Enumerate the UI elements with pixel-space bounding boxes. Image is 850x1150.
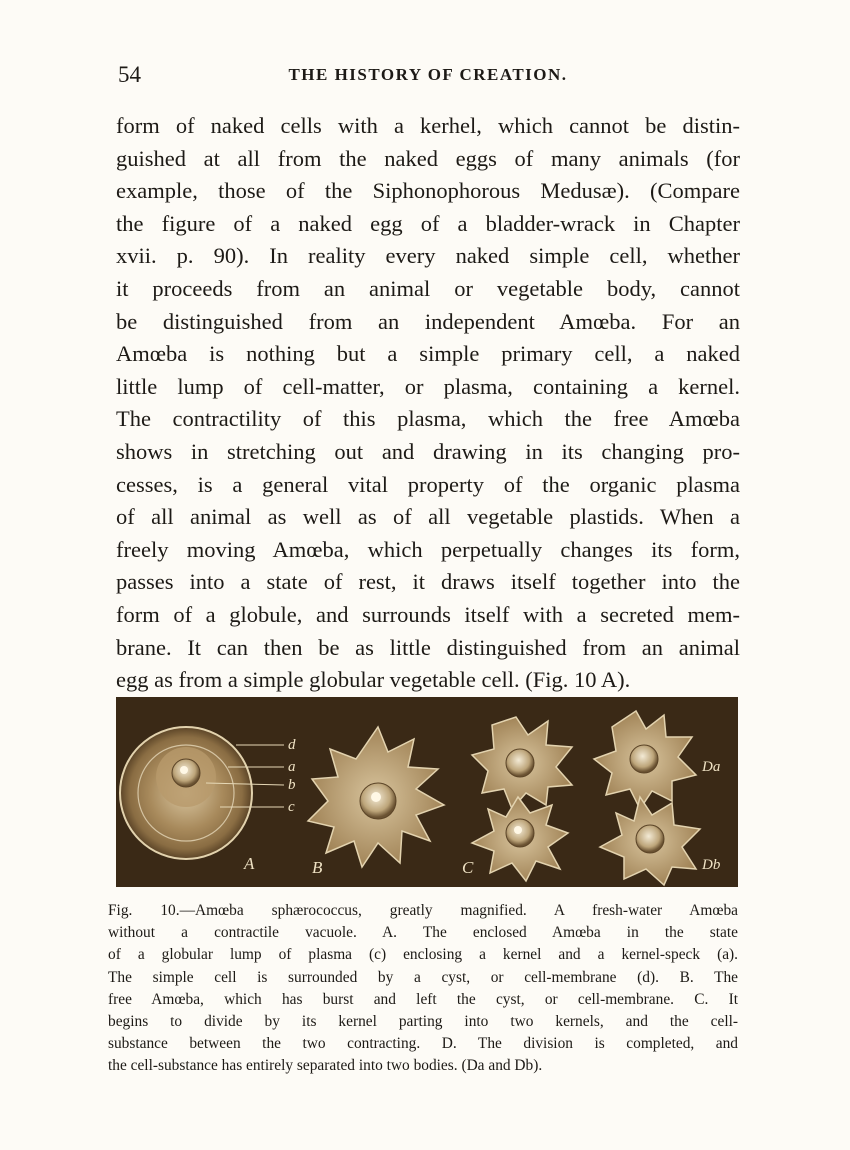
text-line: passes into a state of rest, it draws itself together into the [116, 569, 740, 595]
text-line: example, those of the Siphonophorous Medusæ). (Compare [116, 178, 740, 204]
caption-line: free Amœba, which has burst and left the cyst, or cell-membrane. C. It [108, 990, 738, 1008]
caption-line: the cell-substance has entirely separated into two bodies. (Da and Db). [108, 1057, 543, 1075]
figure-caption [108, 900, 738, 1078]
body-text [116, 110, 740, 697]
page-header [118, 62, 738, 90]
text-line: be distinguished from an independent Amœba. For an [116, 308, 740, 334]
figure-label-b: b [288, 777, 296, 793]
text-line: shows in stretching out and drawing in its changing pro- [116, 438, 740, 464]
text-line: freely moving Amœba, which perpetually changes its form, [116, 536, 740, 562]
text-line: guished at all from the naked eggs of many animals (for [116, 145, 740, 171]
text-line: form of a globule, and surrounds itself with a secreted mem- [116, 601, 740, 627]
figure-label-c: c [288, 799, 295, 815]
text-line: xvii. p. 90). In reality every naked simple cell, whether [116, 243, 740, 269]
text-line: brane. It can then be as little distinguished from an animal [116, 634, 740, 660]
figure-label-A: A [244, 854, 255, 873]
figure-label-Db: Db [702, 857, 721, 873]
text-line: form of naked cells with a kerhel, which cannot be distin- [116, 113, 740, 138]
caption-line: substance between the two contracting. D. The division is completed, and [108, 1035, 738, 1053]
figure-label-B: B [312, 858, 323, 877]
text-line: cesses, is a general vital property of the organic plasma [116, 471, 740, 497]
text-line: Amœba is nothing but a simple primary cell, a naked [116, 341, 740, 367]
text-line: The contractility of this plasma, which the free Amœba [116, 406, 740, 432]
text-line: egg as from a simple globular vegetable cell. (Fig. 10 A). [116, 667, 631, 693]
figure-label-C: C [462, 858, 474, 877]
amoeba-illustration [116, 697, 738, 887]
caption-line: Fig. 10.—Amœba sphærococcus, greatly magnified. A fresh-water Amœba [108, 902, 738, 919]
text-line: little lump of cell-matter, or plasma, containing a kernel. [116, 373, 740, 399]
running-head: THE HISTORY OF CREATION. [288, 65, 568, 84]
page-number: 54 [118, 62, 141, 87]
caption-line: without a contractile vacuole. A. The enclosed Amœba in the state [108, 924, 738, 942]
caption-line: The simple cell is surrounded by a cyst, or cell-membrane (d). B. The [108, 968, 738, 986]
caption-line: of a globular lump of plasma (c) enclosing a kernel and a kernel-speck (a). [108, 946, 738, 964]
figure-label-Da: Da [702, 759, 721, 775]
figure-label-a: a [288, 759, 296, 775]
caption-line: begins to divide by its kernel parting into two kernels, and the cell- [108, 1012, 738, 1030]
figure-label-d: d [288, 737, 296, 753]
text-line: the figure of a naked egg of a bladder-wrack in Chapter [116, 210, 740, 236]
text-line: of all animal as well as of all vegetable plastids. When a [116, 504, 740, 530]
text-line: it proceeds from an animal or vegetable body, cannot [116, 275, 740, 301]
